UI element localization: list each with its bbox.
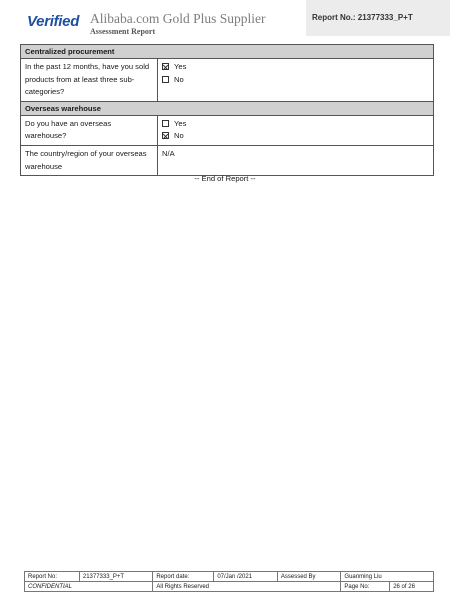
footer-table [24,571,434,592]
answer-cell: N/A [158,145,434,175]
section-heading-centralized-procurement: Centralized procurement [21,45,434,59]
question-cell: Do you have an overseas warehouse? [21,115,158,145]
checked-checkbox-icon [162,63,169,70]
footer-page-no-value: 26 of 26 [390,582,434,592]
empty-checkbox-icon [162,120,169,127]
footer-assessed-by-label: Assessed By [277,572,341,582]
footer-page-no-label: Page No: [341,582,390,592]
report-number-box [306,0,450,36]
section-header [21,45,434,59]
footer-report-date-label: Report date: [153,572,214,582]
option-no [162,130,429,143]
option-label: No [174,74,184,84]
option-label: Yes [174,62,187,71]
answer-cell [158,59,434,102]
question-cell: The country/region of your overseas warehouse [21,145,158,175]
assessment-table [20,44,434,176]
section-heading-overseas-warehouse: Overseas warehouse [21,101,434,115]
footer-report-no-value: 21377333_P+T [79,572,152,582]
question-cell: In the past 12 months, have you sold products from at least three sub-categories? [21,59,158,102]
footer-row [25,582,434,592]
checked-checkbox-icon [162,132,169,139]
footer-assessed-by-value: Guanming Liu [341,572,434,582]
footer-rights: All Rights Reserved [153,582,341,592]
report-number: Report No.: 21377333_P+T [312,13,413,22]
option-no [162,74,429,87]
footer-report-no-label: Report No: [25,572,80,582]
section-header [21,101,434,115]
option-label: Yes [174,118,187,128]
table-row [21,59,434,102]
report-title: Alibaba.com Gold Plus Supplier [90,11,266,26]
table-row [21,145,434,175]
table-row [21,115,434,145]
verified-logo: Verified [27,13,80,30]
footer-report-date-value: 07/Jan /2021 [214,572,278,582]
option-yes [162,61,429,74]
footer-row [25,572,434,582]
answer-cell [158,115,434,145]
report-subtitle: Assessment Report [90,27,156,36]
empty-checkbox-icon [162,76,169,83]
footer-confidential: CONFIDENTIAL [25,582,153,592]
option-yes [162,118,429,131]
option-label: No [174,131,184,141]
end-of-report: -- End of Report -- [194,174,256,183]
